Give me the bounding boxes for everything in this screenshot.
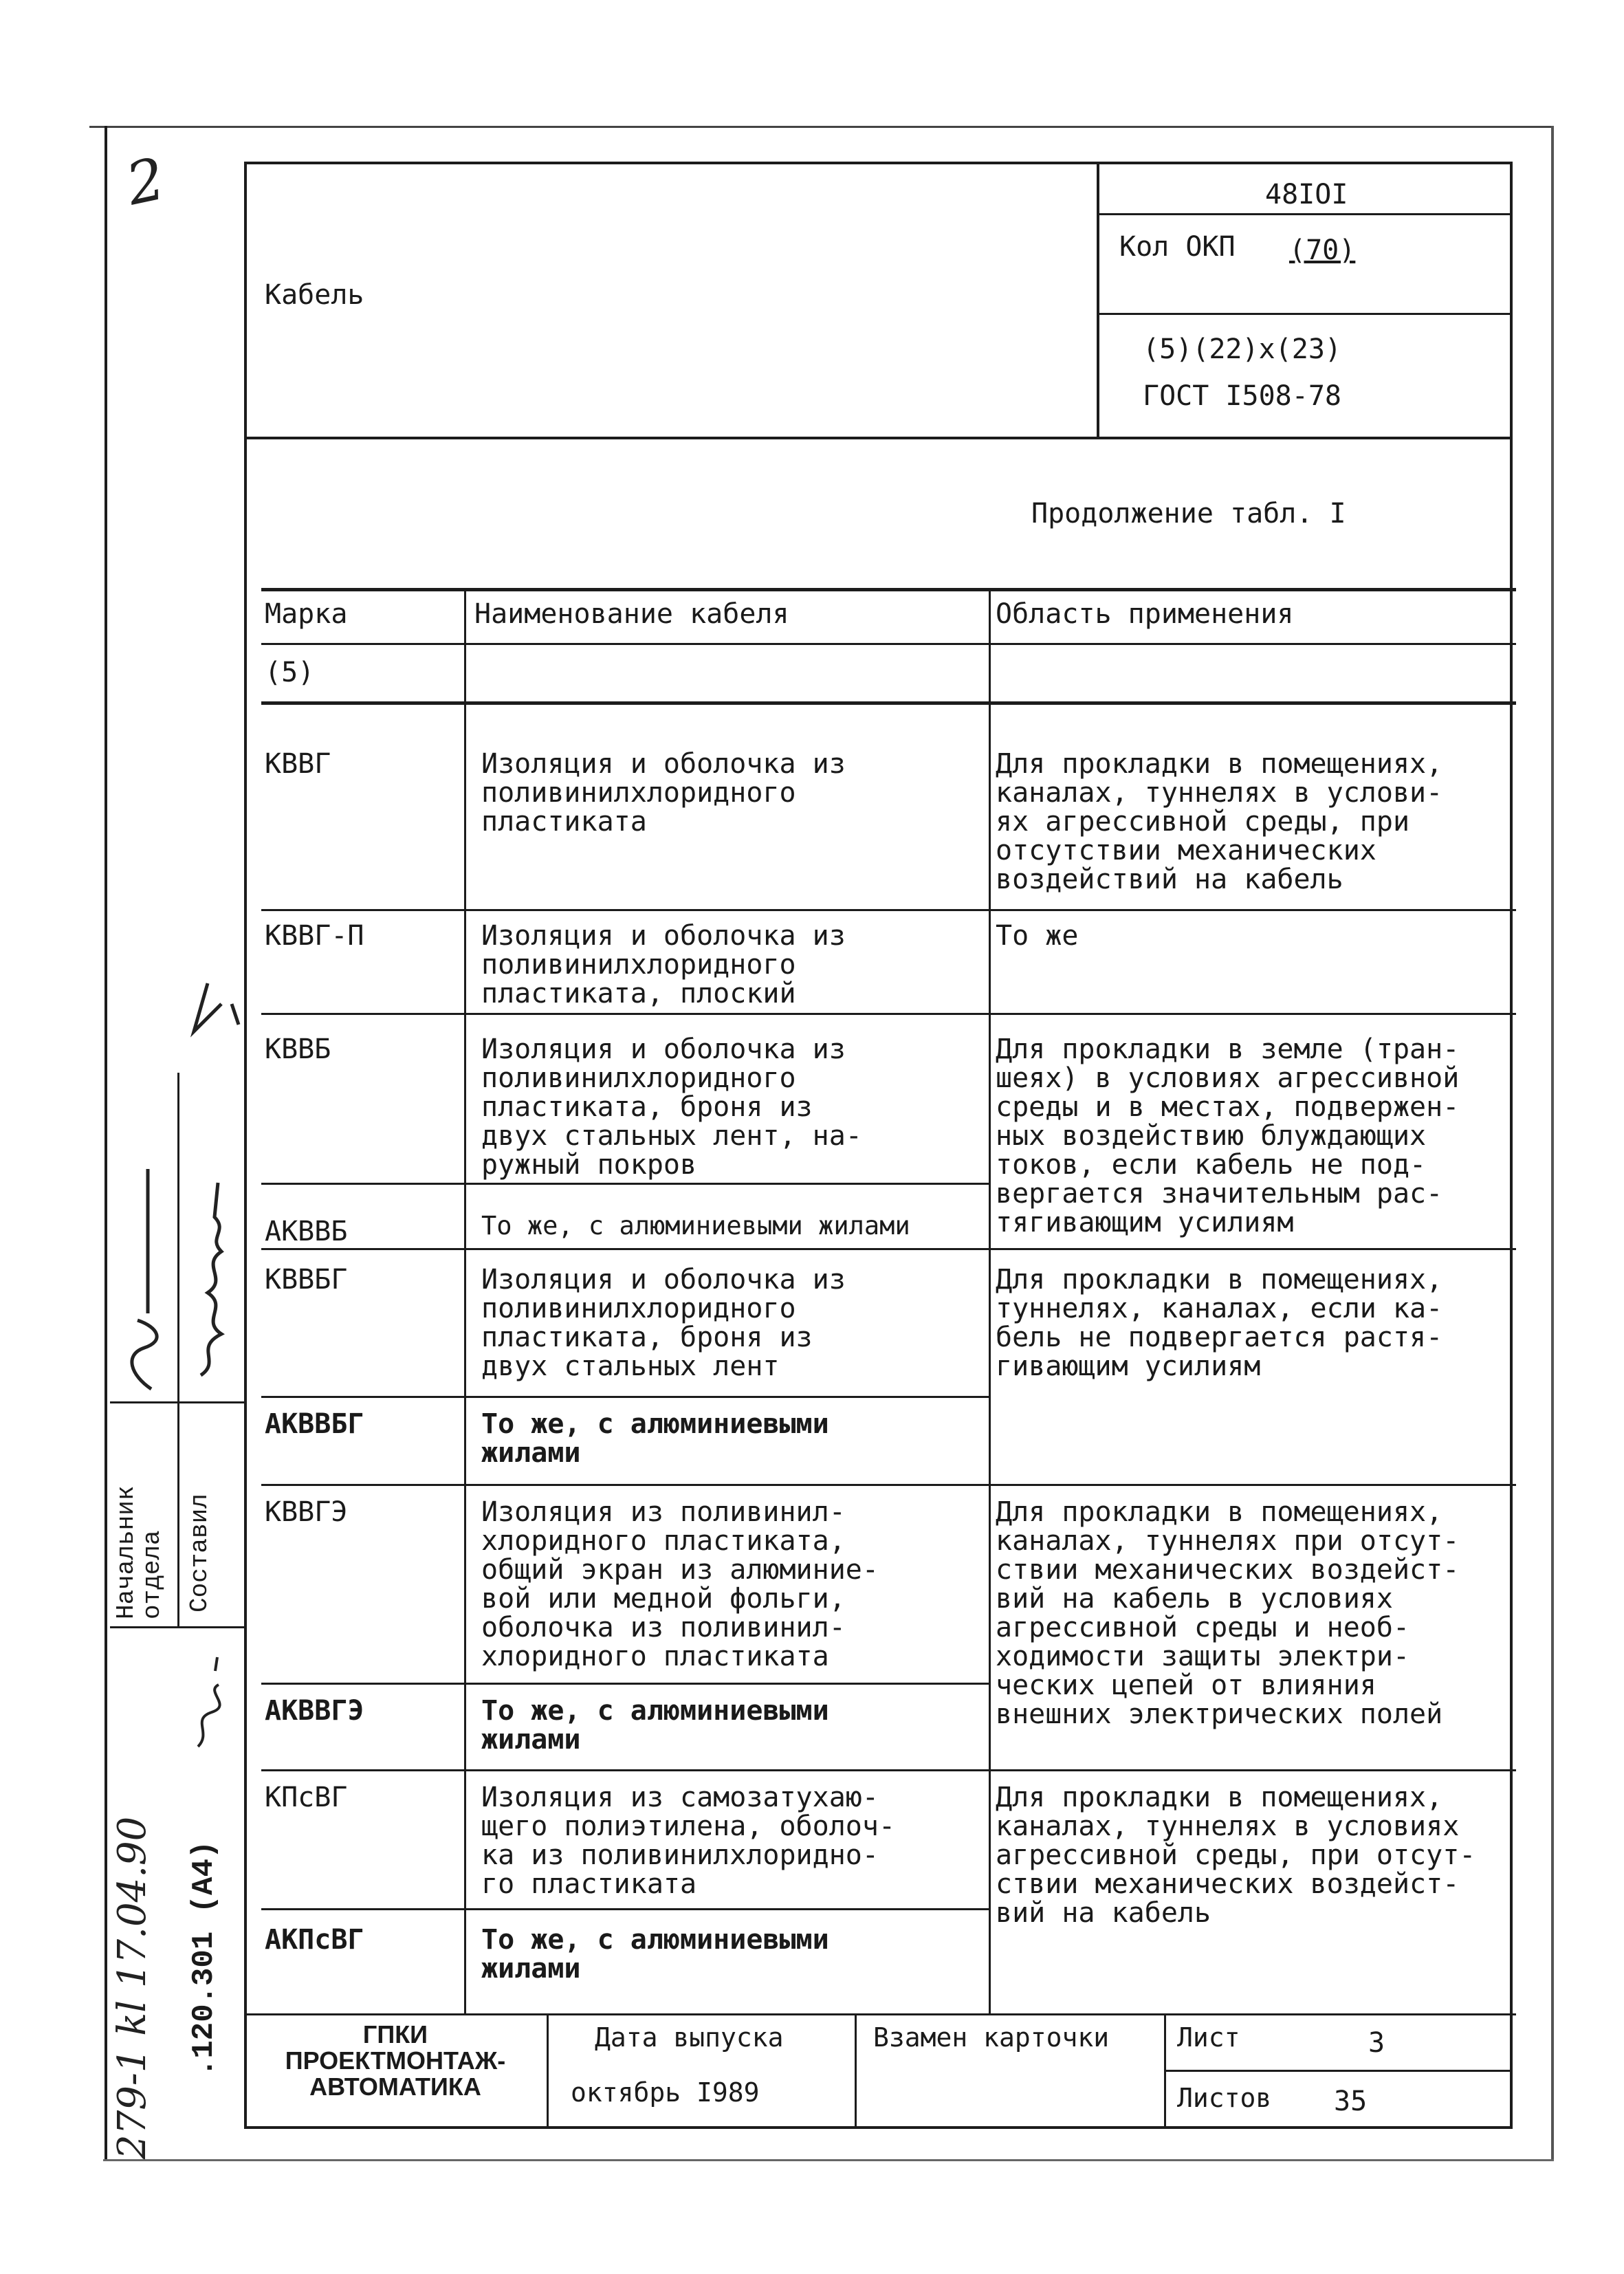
frame-bottom (244, 2126, 1513, 2129)
header-divider (244, 437, 1513, 439)
mark-akvvge: АКВВГЭ (265, 1695, 364, 1727)
footer-sep-2 (855, 2013, 857, 2127)
mark-kpsvg: КПсВГ (265, 1782, 348, 1813)
product-code: 48IOI (1265, 179, 1348, 210)
name-akvvb: То же, с алюминиевыми жилами (481, 1211, 910, 1240)
sheets-total: 35 (1334, 2086, 1368, 2117)
area-1: Для прокладки в помещениях, каналах, туннелях в услови- ях агрессивной среды, при отсутствии механических воздействий на кабель (996, 748, 1443, 895)
area-2: То же (996, 920, 1079, 952)
row-sep-3 (261, 1183, 989, 1185)
row-sep-7 (261, 1683, 989, 1685)
row-sep-1 (261, 909, 1516, 911)
mark-kvvg-p: КВВГ-П (265, 920, 364, 952)
footer-sep-1 (547, 2013, 549, 2127)
side-strip-line-2 (110, 1626, 246, 1628)
outer-left-border (105, 126, 107, 2161)
name-kvvg-p: Изоляция и оболочка из поливинилхлоридного пластиката, плоский (481, 920, 846, 1009)
name-akvvge: То же, с алюминиевыми жилами (481, 1695, 829, 1756)
row-sep-6 (261, 1484, 1516, 1486)
mark-akpsvg: АКПсВГ (265, 1924, 364, 1956)
sheet-label: Лист (1177, 2022, 1240, 2053)
area-5: Для прокладки в помещениях, каналах, туннелях при отсут- ствии механических воздейст- вий на кабель в условиях агрессивной среды и необ- ходимости защиты электри- ческих цепей от влияния внешних электрических полей (996, 1496, 1460, 1730)
outer-right-border (1551, 126, 1554, 2161)
okp-label: Кол ОКП (1119, 231, 1236, 263)
footer-org: ГПКИ ПРОЕКТМОНТАЖ- АВТОМАТИКА (285, 2020, 506, 2101)
header-mark: Марка (265, 598, 348, 630)
footer-sheet-split (1164, 2070, 1513, 2072)
name-kvvb: Изоляция и оболочка из поливинилхлоридного пластиката, броня из двух стальных лент, на- ружный покров (481, 1034, 862, 1181)
area-4: Для прокладки в помещениях, туннелях, каналах, если ка- бель не подвергается растя- гивающим усилиям (996, 1264, 1443, 1382)
header-area: Область применения (996, 598, 1294, 630)
area-6: Для прокладки в помещениях, каналах, туннелях в условиях агрессивной среды, при отсут- ствии механических воздейст- вий на кабель (996, 1782, 1476, 1929)
handwritten-registration: 279-1 kl 17.04.90 (110, 1816, 155, 2159)
column-number: (5) (265, 657, 315, 688)
row-sep-8 (261, 1769, 1516, 1771)
sheets-label: Листов (1177, 2083, 1272, 2113)
sheet-number: 3 (1368, 2027, 1385, 2059)
name-kvvbg: Изоляция и оболочка из поливинилхлоридного пластиката, броня из двух стальных лент (481, 1264, 846, 1382)
document-code: .120.301 (А4) (187, 1840, 221, 2077)
author-label: Составил (186, 1494, 214, 1612)
signature-author (180, 976, 249, 1389)
issue-date-label: Дата выпуска (595, 2022, 784, 2053)
replaces-card-label: Взамен карточки (873, 2022, 1110, 2053)
header-name: Наименование кабеля (474, 598, 789, 630)
footer-top (244, 2013, 1513, 2015)
mark-akvvb: АКВВБ (265, 1216, 348, 1247)
table-top (261, 588, 1516, 591)
header-vsplit (1097, 162, 1099, 437)
table-header-bottom (261, 643, 1516, 645)
row-sep-5 (261, 1396, 989, 1398)
product-title: Кабель (265, 279, 364, 311)
name-akvvbg: То же, с алюминиевыми жилами (481, 1408, 829, 1469)
frame-right (1510, 162, 1513, 2128)
signature-date-mark (184, 1650, 246, 1753)
table-continuation: Продолжение табл. I (1031, 498, 1346, 529)
page-number: 2 (120, 144, 171, 219)
row-sep-2 (261, 1013, 1516, 1015)
table-colnum-bottom (261, 701, 1516, 705)
row-sep-9 (261, 1908, 989, 1910)
frame-top (244, 162, 1513, 164)
area-3: Для прокладки в земле (тран- шеях) в условиях агрессивной среды и в местах, подвержен- ных воздействию блуждающих токов, если кабель не под- вергается значительным рас- тягивающим усилиям (996, 1034, 1460, 1238)
mark-kvvg: КВВГ (265, 748, 331, 780)
okp-value: (70) (1289, 234, 1356, 266)
col-sep-1 (464, 588, 466, 2015)
col-sep-2 (989, 588, 991, 2015)
cable-formula: (5)(22)x(23) (1143, 334, 1341, 365)
name-kvvg: Изоляция и оболочка из поливинилхлоридного пластиката (481, 748, 846, 838)
header-line-2 (1097, 313, 1513, 315)
signature-head (110, 1128, 179, 1396)
mark-kvvbg: КВВБГ (265, 1264, 348, 1295)
outer-bottom-border (103, 2159, 1554, 2161)
mark-akvvbg: АКВВБГ (265, 1408, 364, 1440)
row-sep-4 (261, 1248, 1516, 1250)
issue-date-value: октябрь I989 (571, 2077, 760, 2108)
gost-standard: ГОСТ I508-78 (1143, 380, 1341, 412)
mark-kvvb: КВВБ (265, 1034, 331, 1065)
name-kpsvg: Изоляция из самозатухаю- щего полиэтилена, оболоч- ка из поливинилхлоридно- го пластиката (481, 1782, 896, 1900)
name-akpsvg: То же, с алюминиевыми жилами (481, 1924, 829, 1985)
head-of-department-label: Начальник отдела (112, 1485, 166, 1619)
name-kvvge: Изоляция из поливинил- хлоридного пластиката, общий экран из алюминие- вой или медной фольги, оболочка из поливинил- хлоридного пластиката (481, 1496, 879, 1672)
header-line-1 (1097, 213, 1513, 215)
mark-kvvge: КВВГЭ (265, 1496, 348, 1528)
outer-top-border (89, 126, 1554, 128)
